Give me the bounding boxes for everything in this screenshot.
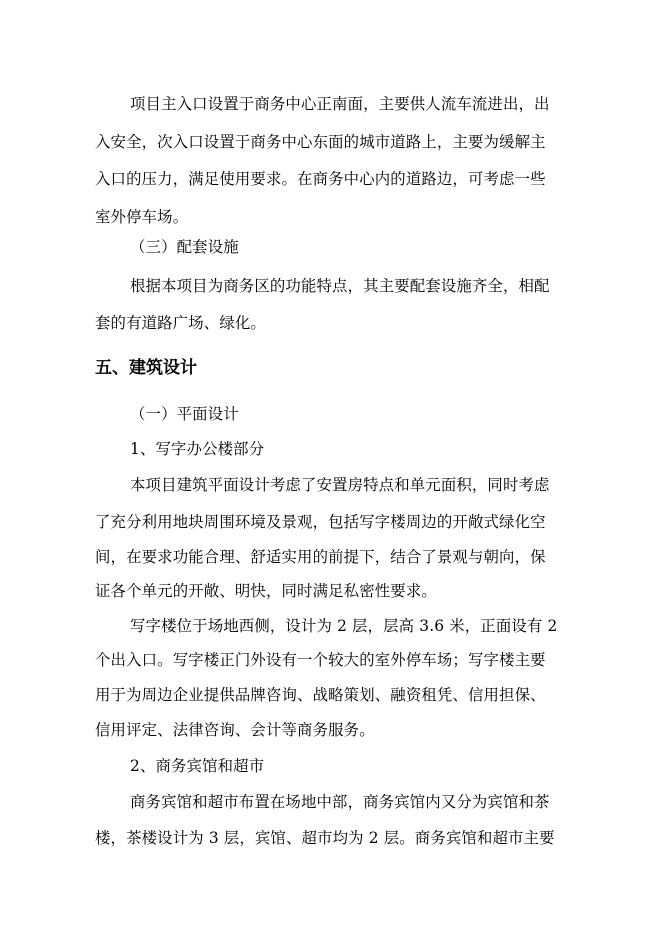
paragraph-line: 根据本项目为商务区的功能特点，其主要配套设施齐全，相配: [130, 277, 550, 295]
paragraph-line: 信用评定、法律咨询、会计等商务服务。: [95, 721, 375, 739]
paragraph-line: 用于为周边企业提供品牌咨询、战略策划、融资租凭、信用担保、: [95, 686, 546, 704]
paragraph-line: 室外停车场。: [95, 208, 189, 226]
item-business-hotel-supermarket: 2、商务宾馆和超市: [130, 757, 265, 775]
subheading-plan-design: （一）平面设计: [130, 405, 239, 423]
section-heading-architectural-design: 五、建筑设计: [95, 358, 197, 378]
paragraph-line: 商务宾馆和超市布置在场地中部，商务宾馆内又分为宾馆和茶: [130, 793, 550, 811]
paragraph-line: 了充分利用地块周围环境及景观，包括写字楼周边的开敞式绿化空: [95, 513, 546, 531]
subheading-supporting-facilities: （三）配套设施: [130, 238, 239, 256]
paragraph-line: 间，在要求功能合理、舒适实用的前提下，结合了景观与朝向，保: [95, 548, 546, 566]
paragraph-line: 入安全，次入口设置于商务中心东面的城市道路上，主要为缓解主: [95, 133, 546, 151]
paragraph-line: 入口的压力，满足使用要求。在商务中心内的道路边，可考虑一些: [95, 170, 546, 188]
paragraph-line: 证各个单元的开敞、明快，同时满足私密性要求。: [95, 582, 437, 600]
paragraph-line: 项目主入口设置于商务中心正南面，主要供人流车流进出，出: [130, 95, 550, 113]
paragraph-line: 写字楼位于场地西侧，设计为 2 层，层高 3.6 米，正面设有 2: [130, 617, 558, 635]
item-office-building: 1、写字办公楼部分: [130, 440, 265, 458]
paragraph-line: 套的有道路广场、绿化。: [95, 314, 266, 332]
paragraph-line: 楼，茶楼设计为 3 层，宾馆、超市均为 2 层。商务宾馆和超市主要: [95, 829, 555, 847]
paragraph-line: 个出入口。写字楼正门外设有一个较大的室外停车场；写字楼主要: [95, 651, 546, 669]
paragraph-line: 本项目建筑平面设计考虑了安置房特点和单元面积，同时考虑: [130, 476, 550, 494]
